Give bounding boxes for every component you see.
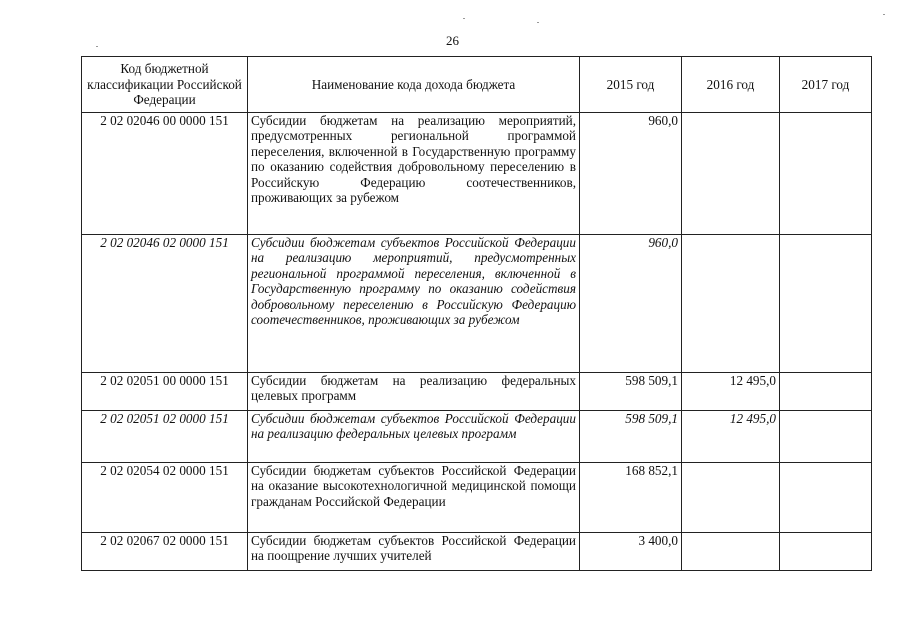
header-2017: 2017 год xyxy=(780,57,872,113)
cell-code: 2 02 02051 00 0000 151 xyxy=(82,373,248,411)
cell-2015: 960,0 xyxy=(580,235,682,373)
cell-2017 xyxy=(780,235,872,373)
cell-2017 xyxy=(780,411,872,463)
cell-2015: 960,0 xyxy=(580,113,682,235)
table-header-row xyxy=(82,57,872,113)
table-row xyxy=(82,113,872,235)
cell-2017 xyxy=(780,113,872,235)
cell-2017 xyxy=(780,463,872,533)
table-row xyxy=(82,463,872,533)
cell-2015: 3 400,0 xyxy=(580,533,682,571)
cell-name: Субсидии бюджетам субъектов Российской Федерации на поощрение лучших учителей xyxy=(248,533,580,571)
cell-2015: 168 852,1 xyxy=(580,463,682,533)
header-code: Код бюджетной классификации Российской Федерации xyxy=(82,57,248,113)
cell-name: Субсидии бюджетам субъектов Российской Федерации на оказание высокотехнологичной медицинской помощи гражданам Российской Федерации xyxy=(248,463,580,533)
cell-name: Субсидии бюджетам на реализацию федеральных целевых программ xyxy=(248,373,580,411)
cell-2016 xyxy=(682,113,780,235)
scan-artifact xyxy=(537,22,539,23)
table-row xyxy=(82,235,872,373)
cell-2016: 12 495,0 xyxy=(682,373,780,411)
cell-2015: 598 509,1 xyxy=(580,373,682,411)
cell-name: Субсидии бюджетам субъектов Российской Федерации на реализацию мероприятий, предусмотренных региональной программой переселения, включенной в Государственную программу по оказанию содействия добровольному переселению в Российскую Федерацию соотечественников, проживающих за рубежом xyxy=(248,235,580,373)
table-row xyxy=(82,411,872,463)
header-name: Наименование кода дохода бюджета xyxy=(248,57,580,113)
cell-code: 2 02 02046 02 0000 151 xyxy=(82,235,248,373)
cell-code: 2 02 02051 02 0000 151 xyxy=(82,411,248,463)
header-2015: 2015 год xyxy=(580,57,682,113)
budget-revenue-table xyxy=(81,56,872,571)
cell-code: 2 02 02046 00 0000 151 xyxy=(82,113,248,235)
scan-artifact xyxy=(463,18,465,19)
cell-2016 xyxy=(682,533,780,571)
header-2016: 2016 год xyxy=(682,57,780,113)
table-row xyxy=(82,373,872,411)
cell-2015: 598 509,1 xyxy=(580,411,682,463)
table-row xyxy=(82,533,872,571)
cell-code: 2 02 02067 02 0000 151 xyxy=(82,533,248,571)
cell-code: 2 02 02054 02 0000 151 xyxy=(82,463,248,533)
cell-name: Субсидии бюджетам на реализацию мероприятий, предусмотренных региональной программой переселения, включенной в Государственную программу по оказанию содействия добровольному переселению в Российскую Федерацию соотечественников, проживающих за рубежом xyxy=(248,113,580,235)
cell-2017 xyxy=(780,373,872,411)
cell-2016 xyxy=(682,463,780,533)
cell-2017 xyxy=(780,533,872,571)
cell-2016: 12 495,0 xyxy=(682,411,780,463)
cell-name: Субсидии бюджетам субъектов Российской Федерации на реализацию федеральных целевых программ xyxy=(248,411,580,463)
cell-2016 xyxy=(682,235,780,373)
page-number: 26 xyxy=(446,33,459,48)
scan-artifact xyxy=(883,14,885,15)
